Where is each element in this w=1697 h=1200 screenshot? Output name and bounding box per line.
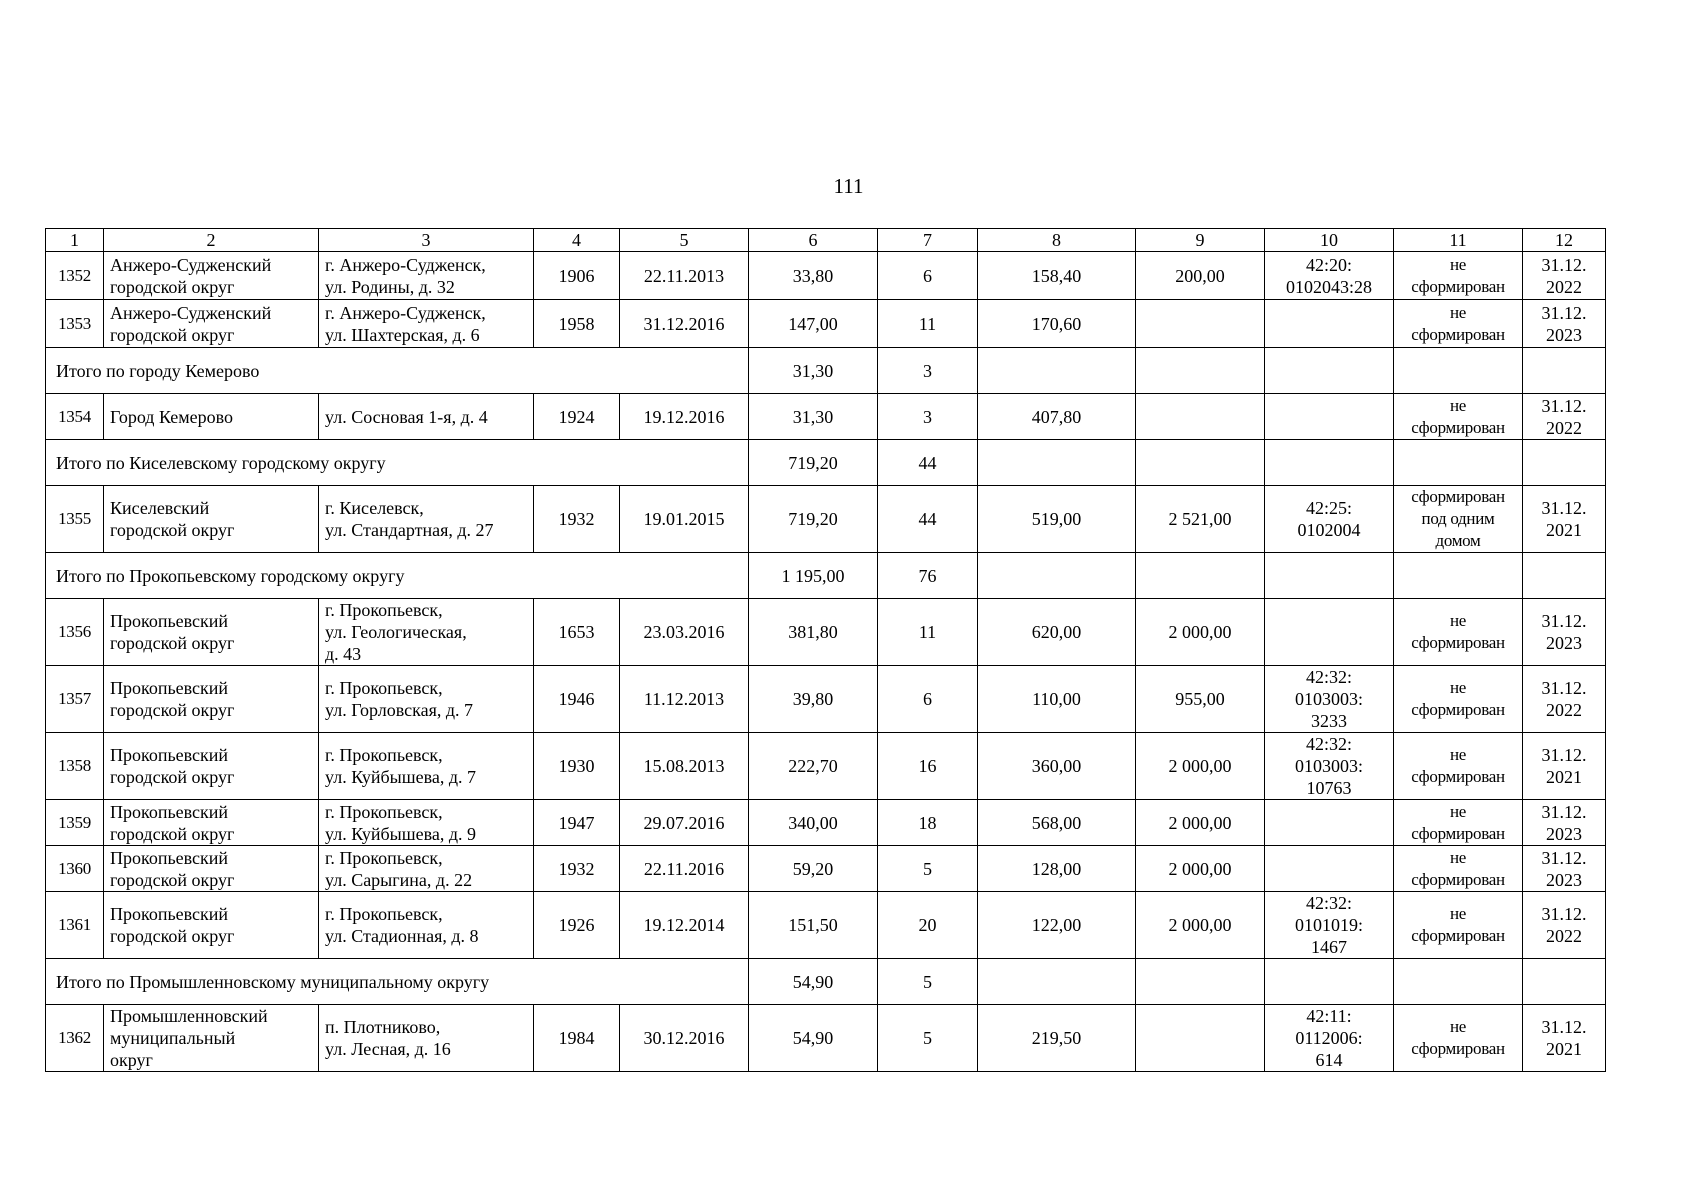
area-cell: 59,20 (749, 846, 878, 892)
housing-table (45, 228, 1606, 1072)
address-cell: г. Прокопьевск, ул. Куйбышева, д. 9 (319, 800, 534, 846)
cadastral-number-cell (1265, 300, 1394, 348)
subtotal-residents: 5 (878, 959, 978, 1005)
empty-cell (1394, 959, 1523, 1005)
row-number: 1355 (46, 486, 104, 553)
date-cell: 23.03.2016 (620, 599, 749, 666)
subtotal-label: Итого по Промышленновскому муниципальному округу (46, 959, 749, 1005)
address-cell: г. Анжеро-Судженск, ул. Родины, д. 32 (319, 252, 534, 300)
empty-cell (1136, 348, 1265, 394)
land-status-cell: не сформирован (1394, 1005, 1523, 1072)
area-cell: 340,00 (749, 800, 878, 846)
year-cell: 1946 (534, 666, 620, 733)
land-area-cell: 170,60 (978, 300, 1136, 348)
municipality-cell: Прокопьевский городской округ (104, 666, 319, 733)
cadastral-number-cell (1265, 599, 1394, 666)
column-number-12: 12 (1523, 229, 1606, 252)
municipality-cell: Анжеро-Судженский городской округ (104, 252, 319, 300)
subtotal-row (46, 959, 1606, 1005)
subtotal-area: 719,20 (749, 440, 878, 486)
municipality-cell: Прокопьевский городской округ (104, 892, 319, 959)
year-cell: 1984 (534, 1005, 620, 1072)
table-row (46, 892, 1606, 959)
row-number: 1352 (46, 252, 104, 300)
column-number-10: 10 (1265, 229, 1394, 252)
residents-cell: 44 (878, 486, 978, 553)
cadastral-number-cell (1265, 800, 1394, 846)
deadline-cell: 31.12. 2022 (1523, 892, 1606, 959)
cadastral-number-cell: 42:20: 0102043:28 (1265, 252, 1394, 300)
column-number-7: 7 (878, 229, 978, 252)
area-cell: 31,30 (749, 394, 878, 440)
address-cell: г. Прокопьевск, ул. Геологическая, д. 43 (319, 599, 534, 666)
residents-cell: 11 (878, 300, 978, 348)
land-status-cell: не сформирован (1394, 846, 1523, 892)
residents-cell: 6 (878, 252, 978, 300)
area-cell: 33,80 (749, 252, 878, 300)
row-number: 1357 (46, 666, 104, 733)
address-cell: г. Прокопьевск, ул. Куйбышева, д. 7 (319, 733, 534, 800)
column-number-row (46, 229, 1606, 252)
column-number-6: 6 (749, 229, 878, 252)
residents-cell: 18 (878, 800, 978, 846)
deadline-cell: 31.12. 2023 (1523, 846, 1606, 892)
empty-cell (1394, 440, 1523, 486)
date-cell: 19.01.2015 (620, 486, 749, 553)
date-cell: 31.12.2016 (620, 300, 749, 348)
empty-cell (1265, 440, 1394, 486)
empty-cell (1523, 348, 1606, 394)
residents-cell: 11 (878, 599, 978, 666)
land-area-cell: 360,00 (978, 733, 1136, 800)
land-area-cell: 219,50 (978, 1005, 1136, 1072)
column-number-11: 11 (1394, 229, 1523, 252)
year-cell: 1926 (534, 892, 620, 959)
deadline-cell: 31.12. 2021 (1523, 1005, 1606, 1072)
table-row (46, 733, 1606, 800)
subtotal-label: Итого по Киселевскому городскому округу (46, 440, 749, 486)
cadastral-number-cell: 42:32: 0103003: 10763 (1265, 733, 1394, 800)
area-cell: 381,80 (749, 599, 878, 666)
row-number: 1356 (46, 599, 104, 666)
land-area-cell: 158,40 (978, 252, 1136, 300)
municipality-cell: Промышленновский муниципальный округ (104, 1005, 319, 1072)
empty-cell (1523, 553, 1606, 599)
column-number-4: 4 (534, 229, 620, 252)
municipality-cell: Прокопьевский городской округ (104, 599, 319, 666)
area-cell: 39,80 (749, 666, 878, 733)
land-status-cell: не сформирован (1394, 800, 1523, 846)
subtotal-area: 54,90 (749, 959, 878, 1005)
column-number-8: 8 (978, 229, 1136, 252)
value-cell: 2 000,00 (1136, 599, 1265, 666)
residents-cell: 16 (878, 733, 978, 800)
address-cell: п. Плотниково, ул. Лесная, д. 16 (319, 1005, 534, 1072)
subtotal-area: 31,30 (749, 348, 878, 394)
subtotal-area: 1 195,00 (749, 553, 878, 599)
table-row (46, 666, 1606, 733)
table-body (46, 229, 1606, 1072)
subtotal-residents: 44 (878, 440, 978, 486)
deadline-cell: 31.12. 2023 (1523, 300, 1606, 348)
address-cell: г. Киселевск, ул. Стандартная, д. 27 (319, 486, 534, 553)
deadline-cell: 31.12. 2021 (1523, 733, 1606, 800)
land-status-cell: не сформирован (1394, 300, 1523, 348)
land-status-cell: не сформирован (1394, 892, 1523, 959)
year-cell: 1653 (534, 599, 620, 666)
subtotal-label: Итого по городу Кемерово (46, 348, 749, 394)
date-cell: 19.12.2016 (620, 394, 749, 440)
page-number: 111 (833, 174, 864, 198)
column-number-2: 2 (104, 229, 319, 252)
address-cell: г. Прокопьевск, ул. Стадионная, д. 8 (319, 892, 534, 959)
date-cell: 19.12.2014 (620, 892, 749, 959)
empty-cell (1265, 553, 1394, 599)
municipality-cell: Прокопьевский городской округ (104, 800, 319, 846)
land-status-cell: не сформирован (1394, 666, 1523, 733)
empty-cell (978, 348, 1136, 394)
year-cell: 1932 (534, 846, 620, 892)
land-area-cell: 407,80 (978, 394, 1136, 440)
table-row (46, 300, 1606, 348)
empty-cell (978, 440, 1136, 486)
value-cell: 200,00 (1136, 252, 1265, 300)
cadastral-number-cell: 42:32: 0103003: 3233 (1265, 666, 1394, 733)
address-cell: г. Прокопьевск, ул. Горловская, д. 7 (319, 666, 534, 733)
column-number-1: 1 (46, 229, 104, 252)
value-cell: 2 000,00 (1136, 892, 1265, 959)
subtotal-residents: 76 (878, 553, 978, 599)
land-status-cell: сформирован под одним домом (1394, 486, 1523, 553)
value-cell: 2 000,00 (1136, 800, 1265, 846)
area-cell: 147,00 (749, 300, 878, 348)
land-status-cell: не сформирован (1394, 252, 1523, 300)
row-number: 1354 (46, 394, 104, 440)
empty-cell (1265, 959, 1394, 1005)
table-row (46, 394, 1606, 440)
table-row (46, 252, 1606, 300)
subtotal-label: Итого по Прокопьевскому городскому округу (46, 553, 749, 599)
year-cell: 1924 (534, 394, 620, 440)
address-cell: ул. Сосновая 1-я, д. 4 (319, 394, 534, 440)
area-cell: 222,70 (749, 733, 878, 800)
empty-cell (978, 959, 1136, 1005)
residents-cell: 6 (878, 666, 978, 733)
column-number-9: 9 (1136, 229, 1265, 252)
municipality-cell: Прокопьевский городской округ (104, 846, 319, 892)
deadline-cell: 31.12. 2023 (1523, 800, 1606, 846)
land-status-cell: не сформирован (1394, 733, 1523, 800)
date-cell: 22.11.2013 (620, 252, 749, 300)
cadastral-number-cell (1265, 394, 1394, 440)
year-cell: 1958 (534, 300, 620, 348)
empty-cell (978, 553, 1136, 599)
year-cell: 1906 (534, 252, 620, 300)
value-cell (1136, 394, 1265, 440)
column-number-3: 3 (319, 229, 534, 252)
value-cell: 2 000,00 (1136, 733, 1265, 800)
residents-cell: 5 (878, 846, 978, 892)
value-cell: 2 521,00 (1136, 486, 1265, 553)
value-cell: 955,00 (1136, 666, 1265, 733)
empty-cell (1265, 348, 1394, 394)
date-cell: 22.11.2016 (620, 846, 749, 892)
area-cell: 151,50 (749, 892, 878, 959)
municipality-cell: Прокопьевский городской округ (104, 733, 319, 800)
value-cell (1136, 1005, 1265, 1072)
row-number: 1358 (46, 733, 104, 800)
subtotal-row (46, 553, 1606, 599)
subtotal-row (46, 348, 1606, 394)
date-cell: 11.12.2013 (620, 666, 749, 733)
table-row (46, 599, 1606, 666)
year-cell: 1930 (534, 733, 620, 800)
land-area-cell: 519,00 (978, 486, 1136, 553)
year-cell: 1947 (534, 800, 620, 846)
deadline-cell: 31.12. 2021 (1523, 486, 1606, 553)
subtotal-residents: 3 (878, 348, 978, 394)
residents-cell: 5 (878, 1005, 978, 1072)
cadastral-number-cell: 42:32: 0101019: 1467 (1265, 892, 1394, 959)
residents-cell: 3 (878, 394, 978, 440)
land-area-cell: 568,00 (978, 800, 1136, 846)
date-cell: 29.07.2016 (620, 800, 749, 846)
year-cell: 1932 (534, 486, 620, 553)
cadastral-number-cell: 42:25: 0102004 (1265, 486, 1394, 553)
deadline-cell: 31.12. 2022 (1523, 666, 1606, 733)
table-row (46, 846, 1606, 892)
residents-cell: 20 (878, 892, 978, 959)
address-cell: г. Анжеро-Судженск, ул. Шахтерская, д. 6 (319, 300, 534, 348)
row-number: 1361 (46, 892, 104, 959)
empty-cell (1136, 959, 1265, 1005)
row-number: 1362 (46, 1005, 104, 1072)
empty-cell (1394, 348, 1523, 394)
land-area-cell: 128,00 (978, 846, 1136, 892)
area-cell: 719,20 (749, 486, 878, 553)
value-cell: 2 000,00 (1136, 846, 1265, 892)
deadline-cell: 31.12. 2022 (1523, 394, 1606, 440)
area-cell: 54,90 (749, 1005, 878, 1072)
municipality-cell: Киселевский городской округ (104, 486, 319, 553)
empty-cell (1523, 440, 1606, 486)
empty-cell (1136, 553, 1265, 599)
row-number: 1353 (46, 300, 104, 348)
column-number-5: 5 (620, 229, 749, 252)
land-area-cell: 620,00 (978, 599, 1136, 666)
empty-cell (1523, 959, 1606, 1005)
empty-cell (1394, 553, 1523, 599)
table-row (46, 800, 1606, 846)
cadastral-number-cell: 42:11: 0112006: 614 (1265, 1005, 1394, 1072)
date-cell: 30.12.2016 (620, 1005, 749, 1072)
deadline-cell: 31.12. 2023 (1523, 599, 1606, 666)
land-area-cell: 110,00 (978, 666, 1136, 733)
municipality-cell: Анжеро-Судженский городской округ (104, 300, 319, 348)
table-row (46, 1005, 1606, 1072)
row-number: 1360 (46, 846, 104, 892)
deadline-cell: 31.12. 2022 (1523, 252, 1606, 300)
land-status-cell: не сформирован (1394, 394, 1523, 440)
value-cell (1136, 300, 1265, 348)
cadastral-number-cell (1265, 846, 1394, 892)
empty-cell (1136, 440, 1265, 486)
municipality-cell: Город Кемерово (104, 394, 319, 440)
date-cell: 15.08.2013 (620, 733, 749, 800)
land-status-cell: не сформирован (1394, 599, 1523, 666)
address-cell: г. Прокопьевск, ул. Сарыгина, д. 22 (319, 846, 534, 892)
land-area-cell: 122,00 (978, 892, 1136, 959)
subtotal-row (46, 440, 1606, 486)
row-number: 1359 (46, 800, 104, 846)
table-row (46, 486, 1606, 553)
